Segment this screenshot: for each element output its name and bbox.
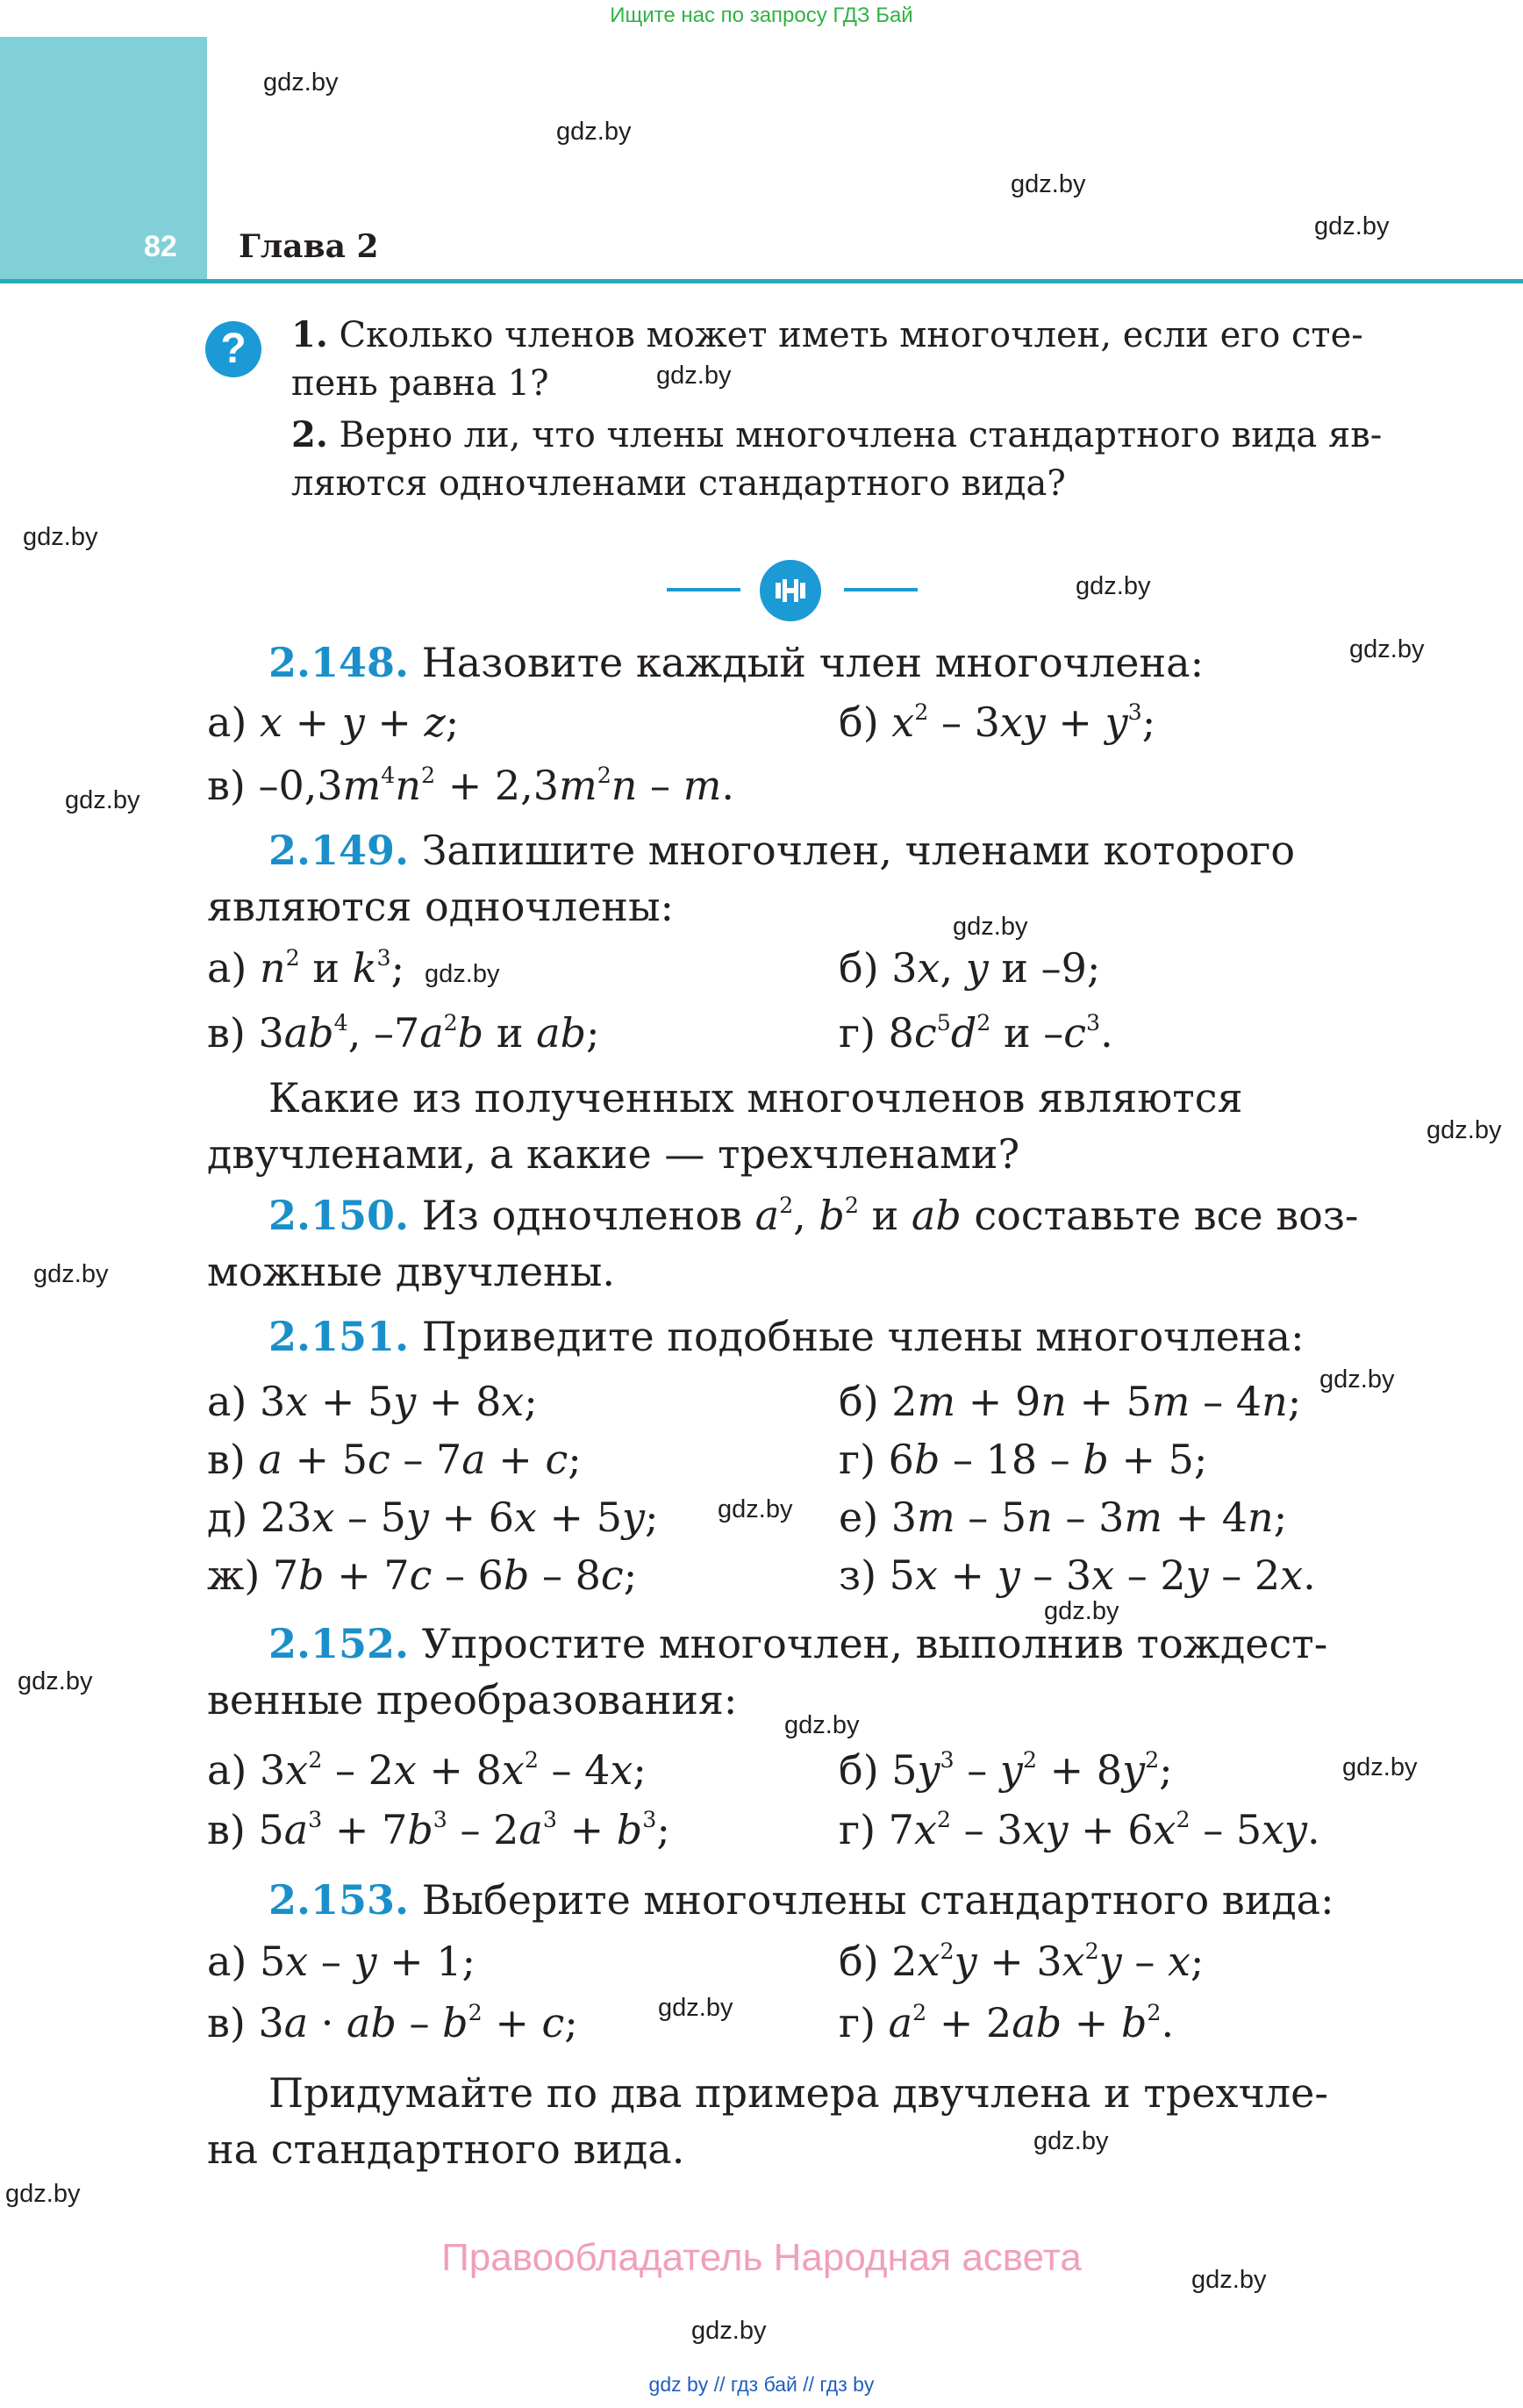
watermark: gdz.by xyxy=(656,362,732,390)
exercise-2-151-a: а) 3x + 5y + 8x; xyxy=(207,1378,538,1425)
exercise-2-149-b: б) 3x, y и –9; xyxy=(839,944,1101,992)
watermark: gdz.by xyxy=(1426,1116,1502,1144)
question-icon: ? xyxy=(205,321,261,377)
exercise-2-151-title: 2.151. Приведите подобные члены многочлена: xyxy=(268,1313,1305,1360)
dumbbell-icon xyxy=(760,560,821,621)
watermark: gdz.by xyxy=(23,523,98,551)
exercise-2-152-g: г) $7x^2 - 3xy + 6x^2 - 5xy$. xyxy=(839,1806,1320,1853)
watermark: gdz.by xyxy=(1349,635,1425,663)
watermark: gdz.by xyxy=(1033,2127,1109,2155)
exercise-2-149-g: г) $8c^5d^2$ и $-c^3$. xyxy=(839,1009,1113,1057)
watermark: gdz.by xyxy=(263,68,339,97)
page-number: 82 xyxy=(144,230,177,263)
question-1-line-2: пень равна 1? xyxy=(291,363,549,404)
exercise-2-148-v: в) $-0,3m^4n^2 + 2,3m^2n - m$. xyxy=(207,762,734,809)
header-rule xyxy=(0,279,1523,283)
watermark: gdz.by xyxy=(953,913,1028,941)
watermark: gdz.by xyxy=(1319,1365,1395,1394)
exercise-2-151-v: в) a + 5c – 7a + c; xyxy=(207,1436,582,1483)
exercise-2-151-d: д) 23x – 5y + 6x + 5y; xyxy=(207,1494,659,1541)
exercise-2-151-e: е) 3m – 5n – 3m + 4n; xyxy=(839,1494,1288,1541)
exercise-2-151-b: б) 2m + 9n + 5m – 4n; xyxy=(839,1378,1302,1425)
exercise-2-152-line-2: венные преобразования: xyxy=(207,1676,738,1724)
top-banner[interactable]: Ищите нас по запросу ГДЗ Бай xyxy=(610,4,913,27)
exercise-2-148-a: а) x + y + z; xyxy=(207,699,460,746)
watermark: gdz.by xyxy=(658,1994,733,2022)
exercise-2-148-title: 2.148. Назовите каждый член многочлена: xyxy=(268,639,1205,686)
exercise-2-148-b: б) $x^2 - 3xy + y^3$; xyxy=(839,699,1156,746)
footer-links[interactable]: gdz by // гдз бай // гдз by xyxy=(648,2373,875,2396)
exercise-2-153-b: б) $2x^2y + 3x^2y - x$; xyxy=(839,1938,1205,1985)
question-1-line-1: 1. Сколько членов может иметь многочлен, если его сте- xyxy=(291,314,1363,355)
watermark: gdz.by xyxy=(691,2317,767,2345)
watermark: gdz.by xyxy=(1044,1597,1119,1625)
exercise-2-149-v: в) $3ab^4$, $-7a^2b$ и ab; xyxy=(207,1009,600,1057)
chapter-title: Глава 2 xyxy=(239,228,379,265)
watermark: gdz.by xyxy=(425,960,500,988)
exercise-2-153-title: 2.153. Выберите многочлены стандартного вида: xyxy=(268,1876,1334,1924)
watermark: gdz.by xyxy=(1342,1753,1418,1781)
question-2-line-2: ляются одночленами стандартного вида? xyxy=(291,463,1066,504)
watermark: gdz.by xyxy=(718,1495,793,1523)
exercise-2-153-v: в) 3a · ab – $b^2 + c$; xyxy=(207,1999,578,2046)
exercise-2-152-v: в) $5a^3 + 7b^3 - 2a^3 + b^3$; xyxy=(207,1806,670,1853)
watermark: gdz.by xyxy=(1314,212,1390,240)
watermark: gdz.by xyxy=(784,1711,860,1739)
exercise-2-149-line-1: 2.149. Запишите многочлен, членами которого xyxy=(268,827,1296,874)
exercise-2-152-b: б) $5y^3 - y^2 + 8y^2$; xyxy=(839,1746,1173,1794)
copyright-holder: Правообладатель Народная асвета xyxy=(441,2236,1082,2279)
exercise-2-153-question-line-1: Придумайте по два примера двучлена и трехчле- xyxy=(268,2069,1328,2117)
exercise-2-150-line-1: 2.150. Из одночленов $a^2$, $b^2$ и ab составьте все воз- xyxy=(268,1192,1359,1239)
exercise-2-149-a: а) $n^2$ и $k^3$; xyxy=(207,944,405,992)
watermark: gdz.by xyxy=(65,786,140,814)
exercise-2-149-question-line-2: двучленами, а какие — трехчленами? xyxy=(207,1130,1020,1178)
divider-left xyxy=(667,588,740,591)
watermark: gdz.by xyxy=(18,1667,93,1695)
exercise-2-151-z: з) 5x + y – 3x – 2y – 2x. xyxy=(839,1552,1316,1599)
exercise-2-153-question-line-2: на стандартного вида. xyxy=(207,2125,685,2173)
exercise-2-151-g: г) 6b – 18 – b + 5; xyxy=(839,1436,1208,1483)
exercise-2-149-line-2: являются одночлены: xyxy=(207,883,675,930)
watermark: gdz.by xyxy=(556,118,632,146)
exercise-2-153-a: а) 5x – y + 1; xyxy=(207,1938,476,1985)
exercise-2-152-a: а) $3x^2 - 2x + 8x^2 - 4x$; xyxy=(207,1746,647,1794)
exercise-2-149-question-line-1: Какие из полученных многочленов являются xyxy=(268,1074,1243,1122)
watermark: gdz.by xyxy=(1076,572,1151,600)
watermark: gdz.by xyxy=(1191,2266,1267,2294)
watermark: gdz.by xyxy=(1011,170,1086,198)
divider-right xyxy=(844,588,918,591)
exercise-2-153-g: г) $a^2 + 2ab + b^2$. xyxy=(839,1999,1175,2046)
watermark: gdz.by xyxy=(5,2180,81,2208)
exercise-2-152-line-1: 2.152. Упростите многочлен, выполнив тождест- xyxy=(268,1620,1328,1667)
exercise-2-151-zh: ж) 7b + 7c – 6b – 8c; xyxy=(207,1552,638,1599)
watermark: gdz.by xyxy=(33,1260,109,1288)
exercise-2-150-line-2: можные двучлены. xyxy=(207,1248,615,1295)
question-2-line-1: 2. Верно ли, что члены многочлена стандартного вида яв- xyxy=(291,414,1383,455)
